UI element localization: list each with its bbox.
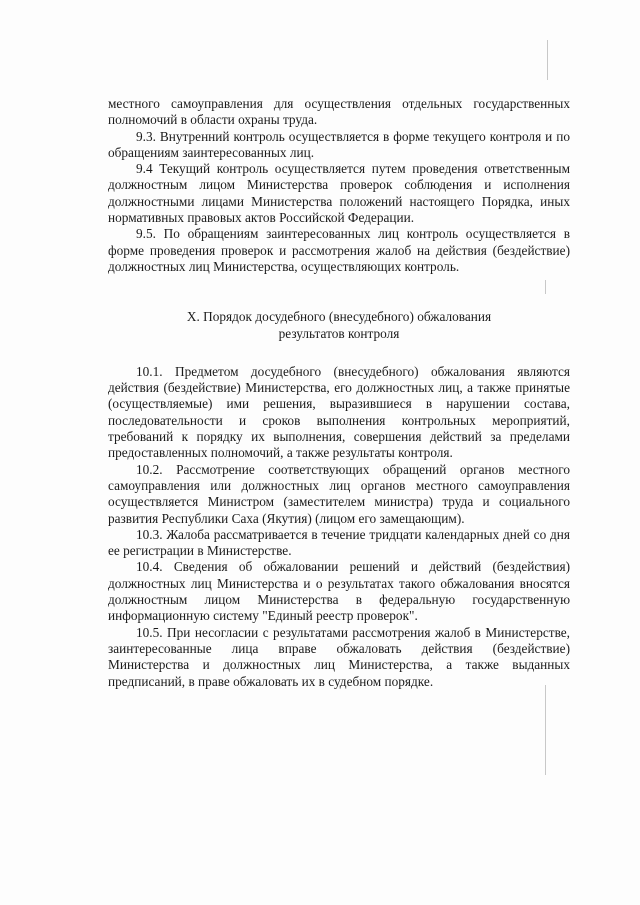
scan-artifact [545,685,546,775]
paragraph-10-3: 10.3. Жалоба рассматривается в течение тридцати календарных дней со дня ее регистрации в Министерстве. [108,526,570,559]
paragraph-10-2: 10.2. Рассмотрение соответствующих обращений органов местного самоуправления или должностных лиц органов местного самоуправления осуществляется Министром (заместителем министра) труда и социального развития Республики Саха (Якутия) (лицом его замещающим). [108,461,570,526]
paragraph-10-1: 10.1. Предметом досудебного (внесудебного) обжалования являются действия (бездействие) Министерства, его должностных лиц, а также принятые (осуществляемые) ими решения, выразившиеся в нарушении состава, последовательности и сроков выполнения контрольных мероприятий, требований к порядку их выполнения, совершения действий за пределами предоставленных полномочий, а также результаты контроля. [108,363,570,461]
section-heading-line-1: X. Порядок досудебного (внесудебного) обжалования [186,309,492,325]
document-body [108,96,570,690]
paragraph-10-5: 10.5. При несогласии с результатами рассмотрения жалоб в Министерстве, заинтересованные лица вправе обжаловать действия (бездействие) Министерства и должностных лиц Министерства, а также выданных предписаний, в праве обжаловать их в судебном порядке. [108,624,570,689]
paragraph-9-4: 9.4 Текущий контроль осуществляется путем проведения ответственным должностным лицом Министерства проверок соблюдения и исполнения должностными лицами Министерства положений настоящего Порядка, иных нормативных правовых актов Российской Федерации. [108,161,570,226]
paragraph-10-4: 10.4. Сведения об обжаловании решений и действий (бездействия) должностных лиц Министерства и о результатах такого обжалования вносятся должностным лицом Министерства в федеральную государственную информационную систему "Единый реестр проверок". [108,559,570,624]
section-heading [108,309,570,342]
scan-artifact [547,40,548,80]
section-heading-line-2: результатов контроля [278,325,400,341]
paragraph-9-5: 9.5. По обращениям заинтересованных лиц контроль осуществляется в форме проведения проверок и рассмотрения жалоб на действия (бездействие) должностных лиц Министерства, осуществляющих контроль. [108,226,570,274]
paragraph-continuation: местного самоуправления для осуществления отдельных государственных полномочий в области охраны труда. [108,96,570,128]
paragraph-9-3: 9.3. Внутренний контроль осуществляется в форме текущего контроля и по обращениям заинтересованных лиц. [108,128,570,160]
